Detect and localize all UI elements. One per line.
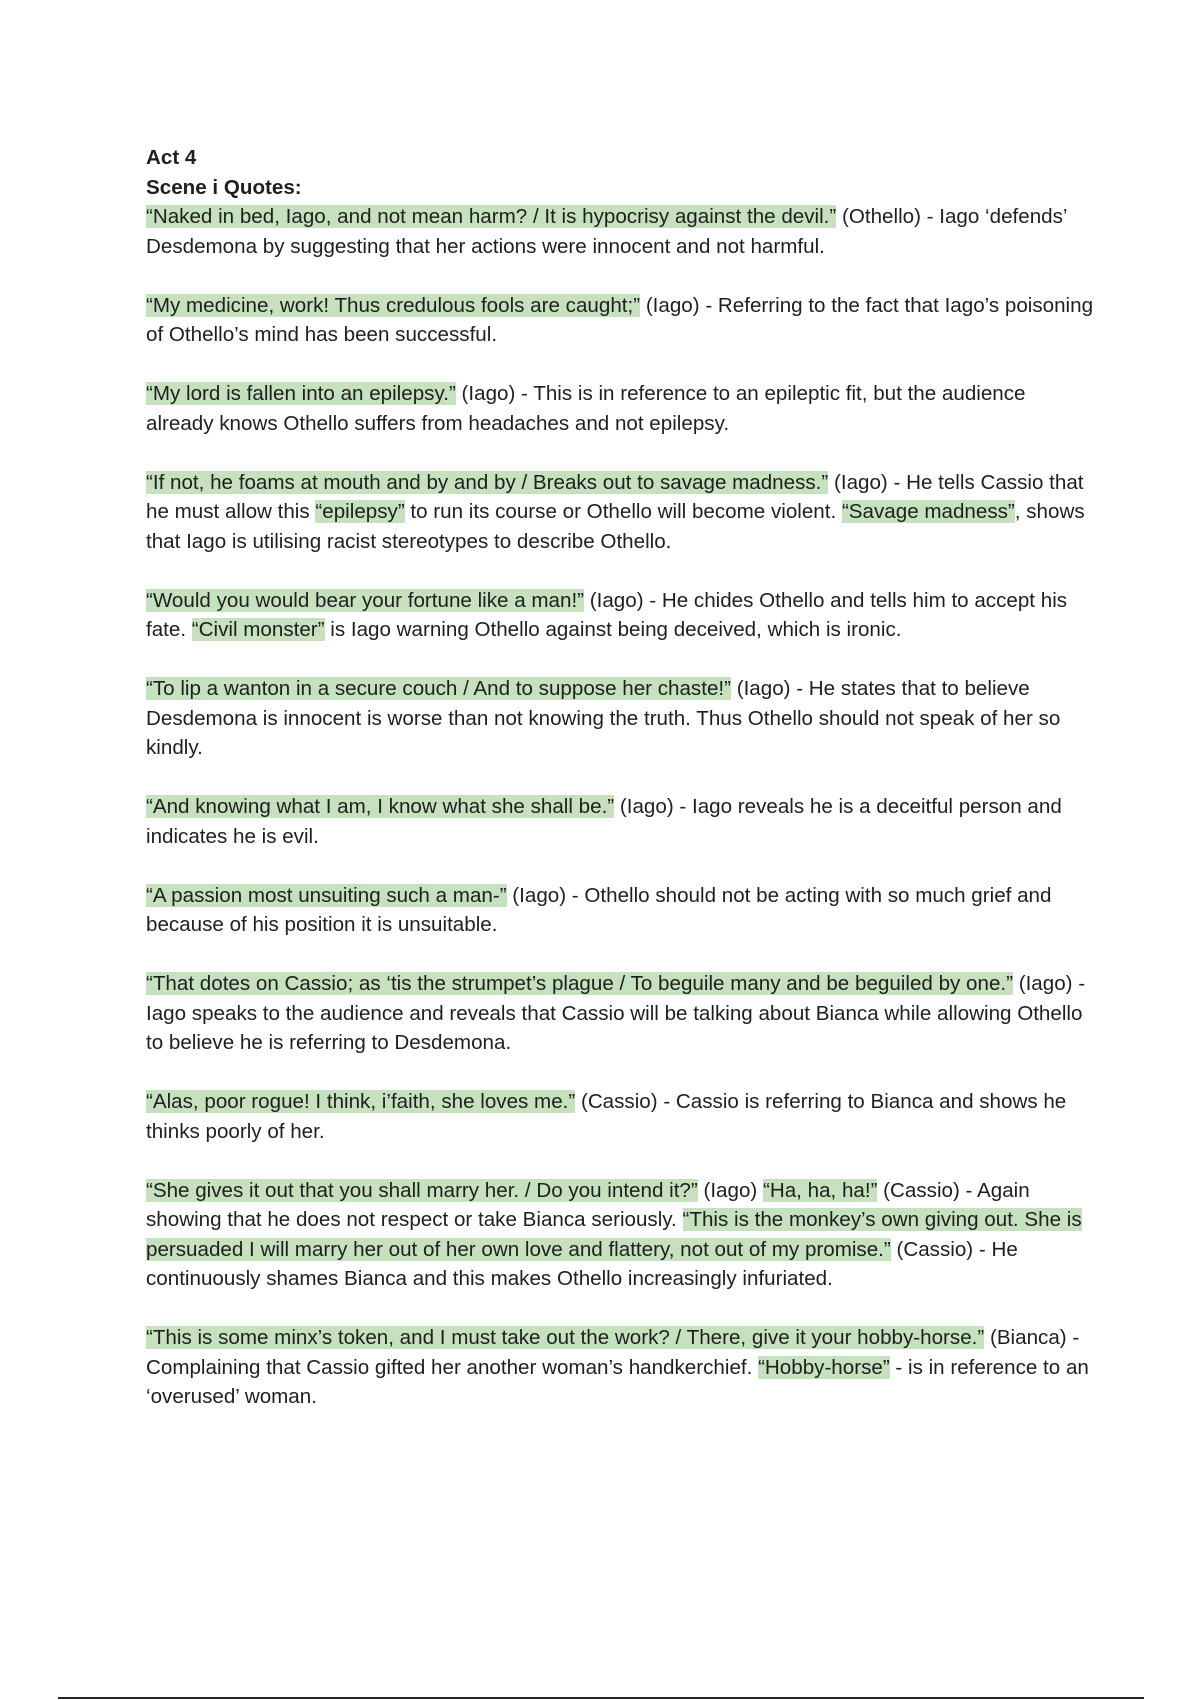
- highlighted-quote: “To lip a wanton in a secure couch / And to suppose her chaste!”: [146, 677, 731, 700]
- highlighted-quote: “epilepsy”: [315, 500, 405, 523]
- highlighted-quote: “This is some minx’s token, and I must take out the work? / There, give it your hobby-horse.”: [146, 1326, 985, 1349]
- quote-entry: [146, 1087, 1096, 1146]
- commentary-text: - is in reference to an ‘overused’ woman.: [146, 1355, 1089, 1408]
- quote-entry: [146, 1176, 1096, 1294]
- highlighted-quote: “My medicine, work! Thus credulous fools are caught;”: [146, 293, 641, 317]
- footer-divider: [58, 1697, 1144, 1699]
- highlighted-quote: “Ha, ha, ha!”: [762, 1178, 878, 1202]
- quote-entry: [146, 468, 1096, 557]
- commentary-text: (Cassio) - He continuously shames Bianca and this makes Othello increasingly infuriated.: [146, 1237, 1018, 1290]
- commentary-text: (Iago) - He tells Cassio that he must allow this: [146, 470, 1084, 523]
- quote-entry: [146, 202, 1096, 261]
- highlighted-quote: “Alas, poor rogue! I think, i’faith, she loves me.”: [146, 1090, 576, 1113]
- commentary-text: to run its course or Othello will become violent.: [404, 500, 842, 523]
- scene-heading: Scene i Quotes:: [146, 175, 302, 199]
- quote-entry: [146, 792, 1096, 851]
- commentary-text: (Iago) - Referring to the fact that Iago’s poisoning of Othello’s mind has been successful.: [146, 293, 1094, 346]
- commentary-text: (Iago): [697, 1178, 763, 1202]
- highlighted-quote: “If not, he foams at mouth and by and by / Breaks out to savage madness.”: [146, 470, 829, 494]
- highlighted-quote: “A passion most unsuiting such a man-”: [146, 883, 507, 907]
- commentary-text: , shows that Iago is utilising racist stereotypes to describe Othello.: [146, 500, 1085, 553]
- commentary-text: (Cassio) - Cassio is referring to Bianca and shows he thinks poorly of her.: [146, 1090, 1067, 1143]
- quote-list: [146, 202, 1096, 1412]
- quote-entry: [146, 586, 1096, 645]
- quote-entry: [146, 1323, 1096, 1412]
- highlighted-quote: “Hobby-horse”: [758, 1355, 890, 1379]
- highlighted-quote: “My lord is fallen into an epilepsy.”: [146, 382, 456, 405]
- commentary-text: (Iago) - This is in reference to an epileptic fit, but the audience already knows Othello suffers from headaches and not epilepsy.: [146, 382, 1026, 435]
- commentary-text: (Iago) - He states that to believe Desdemona is innocent is worse than not knowing the truth. Thus Othello should not speak of her so kindly.: [146, 677, 1061, 759]
- commentary-text: (Bianca) - Complaining that Cassio gifted her another woman’s handkerchief.: [146, 1326, 1080, 1379]
- highlighted-quote: “That dotes on Cassio; as ‘tis the strumpet’s plague / To beguile many and be beguiled by one.”: [146, 972, 1013, 995]
- highlighted-quote: “She gives it out that you shall marry her. / Do you intend it?”: [146, 1178, 698, 1202]
- highlighted-quote: “Savage madness”: [841, 500, 1015, 523]
- quote-entry: [146, 881, 1096, 940]
- quote-entry: [146, 969, 1096, 1058]
- highlighted-quote: “Would you would bear your fortune like a man!”: [146, 588, 585, 612]
- commentary-text: (Iago) - Iago speaks to the audience and reveals that Cassio will be talking about Bianca while allowing Othello to believe he is referring to Desdemona.: [146, 972, 1086, 1054]
- document-page: [146, 143, 1096, 1441]
- commentary-text: (Iago) - He chides Othello and tells him to accept his fate.: [146, 588, 1068, 641]
- quote-entry: [146, 379, 1096, 438]
- highlighted-quote: “Naked in bed, Iago, and not mean harm? / It is hypocrisy against the devil.”: [146, 205, 837, 228]
- act-heading: Act 4: [146, 146, 197, 169]
- commentary-text: (Iago) - Othello should not be acting with so much grief and because of his position it is unsuitable.: [146, 883, 1052, 936]
- highlighted-quote: “And knowing what I am, I know what she shall be.”: [146, 795, 615, 818]
- commentary-text: is Iago warning Othello against being deceived, which is ironic.: [324, 618, 902, 641]
- quote-entry: [146, 291, 1096, 350]
- quote-entry: [146, 674, 1096, 763]
- commentary-text: (Othello) - Iago ‘defends’ Desdemona by suggesting that her actions were innocent and not harmful.: [146, 205, 1067, 258]
- highlighted-quote: “Civil monster”: [191, 618, 325, 641]
- commentary-text: (Cassio) - Again showing that he does not respect or take Bianca seriously.: [146, 1178, 1030, 1231]
- commentary-text: (Iago) - Iago reveals he is a deceitful person and indicates he is evil.: [146, 795, 1062, 848]
- highlighted-quote: “This is the monkey’s own giving out. She is persuaded I will marry her out of her own love and flattery, not out of my promise.”: [146, 1208, 1082, 1261]
